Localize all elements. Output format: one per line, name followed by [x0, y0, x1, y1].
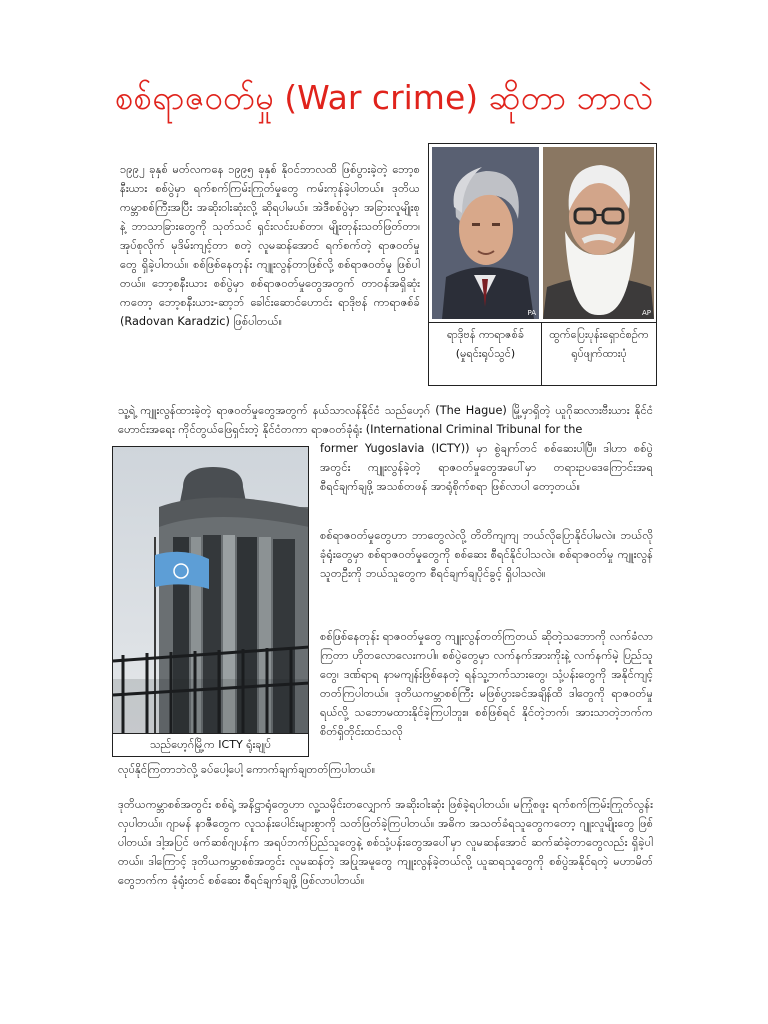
building-caption: သည်ဟေ့ဂ်မြို့က ICTY ရုံးချုပ် [112, 734, 309, 757]
portrait-caption-right: ထွက်ပြေးပုန်းရှောင်စဉ်က ရုပ်ဖျက်ထားပုံ [549, 328, 649, 360]
page-title: စစ်ရာဇဝတ်မှု (War crime) ဆိုတာ ဘာလဲ [114, 78, 653, 117]
ww2-paragraph: ဒုတိယကမ္ဘာစစ်အတွင်း စစ်ရဲ့ အနိဋ္ဌာရုံတွေဟာ လူ့သမိုင်းတလျှောက် အဆိုးဝါးဆုံး ဖြစ်ခဲ့ရပါတယ်။ မကြုံစဖူး ရက်စက်ကြမ်းကြုတ်လွန်းလှပါတယ်။ ဂျာမန် နာဇီတွေက လူသန်းပေါင်းများစွာကို သတ်ဖြတ်ခဲ့ကြပါတယ်။ အဓိက အသတ်ခံရသူတွေကတော့ ဂျူးလူမျိုးတွေ ဖြစ်ပါတယ်။ ဒါ့အပြင် ဖက်ဆစ်ဂျပန်က အရပ်ဘက်ပြည်သူတွေနဲ့ စစ်သုံ့ပန်းတွေအပေါ်မှာ လူမဆန်အောင် ဆက်ဆံခဲ့တာတွေလည်း ရှိခဲ့ပါတယ်။ ဒါကြောင့် ဒုတိယကမ္ဘာစစ်အတွင်း လူမဆန်တဲ့ အပြုအမူတွေ ကျူးလွန်ခဲ့တယ်လို့ ယူဆရသူတွေကို စစ်ပွဲအနိုင်ရတဲ့ မဟာမိတ်တွေဘက်က ခုံရုံးတင် စစ်ဆေး စီရင်ချက်ချဖို့ ဖြစ်လာပါတယ်။ [118, 798, 653, 887]
disguised-portrait-image [543, 147, 654, 319]
questions-paragraph: စစ်ရာဇဝတ်မှုတွေဟာ ဘာတွေလဲလို့ တိတိကျကျ ဘယ်လိုပြောနိုင်ပါမလဲ။ ဘယ်လိုခုံရုံးတွေမှာ စစ်ရာဇဝတ်မှုတွေကို စစ်ဆေး စီရင်နိုင်ပါသလဲ။ စစ်ရာဇဝတ်မှု ကျူးလွန်သူတဦးကို ဘယ်သူတွေက စီရင်ချက်ချပိုင်ခွင့် ရှိပါသလဲ။ [320, 529, 653, 580]
intro-paragraph: ၁၉၉၂ ခုနှစ် မတ်လကနေ ၁၉၉၅ ခုနှစ် နိုဝင်ဘာလထိ ဖြစ်ပွားခဲ့တဲ့ ဘော့စနီးယား စစ်ပွဲမှာ ရက်စက်ကြမ်းကြုတ်မှုတွေ ကမ်းကုန်ခဲ့ပါတယ်။ ဒုတိယကမ္ဘာစစ်ကြီးအပြီး အဆိုးဝါးဆုံးလို့ ဆိုရပါမယ်။ အဲဒီစစ်ပွဲမှာ အခြားလူမျိုးစုနဲ့ ဘာသာခြားတွေကို သုတ်သင် ရှင်းလင်းပစ်တာ၊ မျိုးတုန်းသတ်ဖြတ်တာ၊ အုပ်စုလိုက် မုဒိမ်းကျင့်တာ စတဲ့ လူမဆန်အောင် ရက်စက်တဲ့ ရာဇဝတ်မှုတွေ ရှိခဲ့ပါတယ်။ စစ်ဖြစ်နေတုန်း ကျူးလွန်တာဖြစ်လို့ စစ်ရာဇဝတ်မှု ဖြစ်ပါတယ်။ ဘော့စနီးယား စစ်ပွဲမှာ စစ်ရာဇဝတ်မှုတွေအတွက် တာဝန်အရှိဆုံးကတော့ ဘော့စနီးယား-ဆာ့ဘ် ခေါင်းဆောင်ဟောင်း ရာဒိုဗန် ကာရာဇစ်ခ် (Radovan Karadzic) ဖြစ်ပါတယ်။ [120, 163, 420, 328]
icty-paragraph: သူ့ရဲ့ ကျူးလွန်ထားခဲ့တဲ့ ရာဇဝတ်မှုတွေအတွက် နယ်သာလန်နိုင်ငံ သည်ဟေ့ဂ် (The Hague) မြို့မှာရှိတဲ့ ယူဂိုဆလားဗီးယား နိုင်ငံဟောင်းအရေး ကိုင်တွယ်ဖြေရှင်းတဲ့ နိုင်ငံတကာ ရာဇဝတ်ခုံရုံး (International Criminal Tribunal for the [118, 404, 653, 436]
portrait-photo-before [432, 147, 539, 319]
photo-credit-left: PA [527, 309, 536, 317]
history-paragraph-end: လုပ်နိုင်ကြတာဘဲလို့ ခပ်ပေါ့ပေါ့ ကောက်ချက်ချတတ်ကြပါတယ်။ [118, 763, 376, 776]
icty-building-photo [112, 446, 309, 734]
portrait-photo-table [428, 143, 657, 386]
caption-column-divider [541, 322, 542, 385]
icty-paragraph-continued: former Yugoslavia (ICTY)) မှာ စွဲချက်တင် စစ်ဆေးပါပြီ။ ဒါဟာ စစ်ပွဲအတွင်း ကျူးလွန်ခဲ့တဲ့ ရာဇဝတ်မှုတွေအပေါ်မှာ တရားဥပဒေကြောင်းအရ စီရင်ချက်ချဖို့ အသစ်တဖန် အာရုံစိုက်စရာ ဖြစ်လာပါ တော့တယ်။ [320, 442, 653, 493]
history-paragraph: စစ်ဖြစ်နေတုန်း ရာဇဝတ်မှုတွေ ကျူးလွန်တတ်ကြတယ် ဆိုတဲ့သဘောကို လက်ခံလာကြတာ ဟိုတလောလေးကပါ။ စစ်ပွဲတွေမှာ လက်နက်အားကိုးနဲ့ လက်နက်မဲ့ ပြည်သူတွေ၊ ဒဏ်ရာရ နာမကျန်းဖြစ်နေတဲ့ ရန်သူ့ဘက်သားတွေ၊ သုံ့ပန်းတွေကို အနိုင်ကျင့်တတ်ကြပါတယ်။ ဒုတိယကမ္ဘာစစ်ကြီး မဖြစ်ပွားခင်အချိန်ထိ ဒါတွေကို ရာဇဝတ်မှုရယ်လို့ သဘောမထားနိုင်ခဲ့ကြပါဘူး။ စစ်ဖြစ်ရင် နိုင်တဲ့ဘက်၊ အားသာတဲ့ဘက်က စိတ်ရှိတိုင်းထင်သလို [320, 630, 653, 738]
icty-building-image [113, 447, 309, 734]
photo-credit-right: AP [641, 309, 651, 317]
caption-divider [429, 322, 656, 323]
portrait-caption-left: ရာဒိုဗန် ကာရာဇစ်ခ် (မှုရင်းရုပ်သွင်) [446, 328, 525, 360]
portrait-photo-disguised [543, 147, 654, 319]
karadzic-portrait-image [432, 147, 539, 319]
